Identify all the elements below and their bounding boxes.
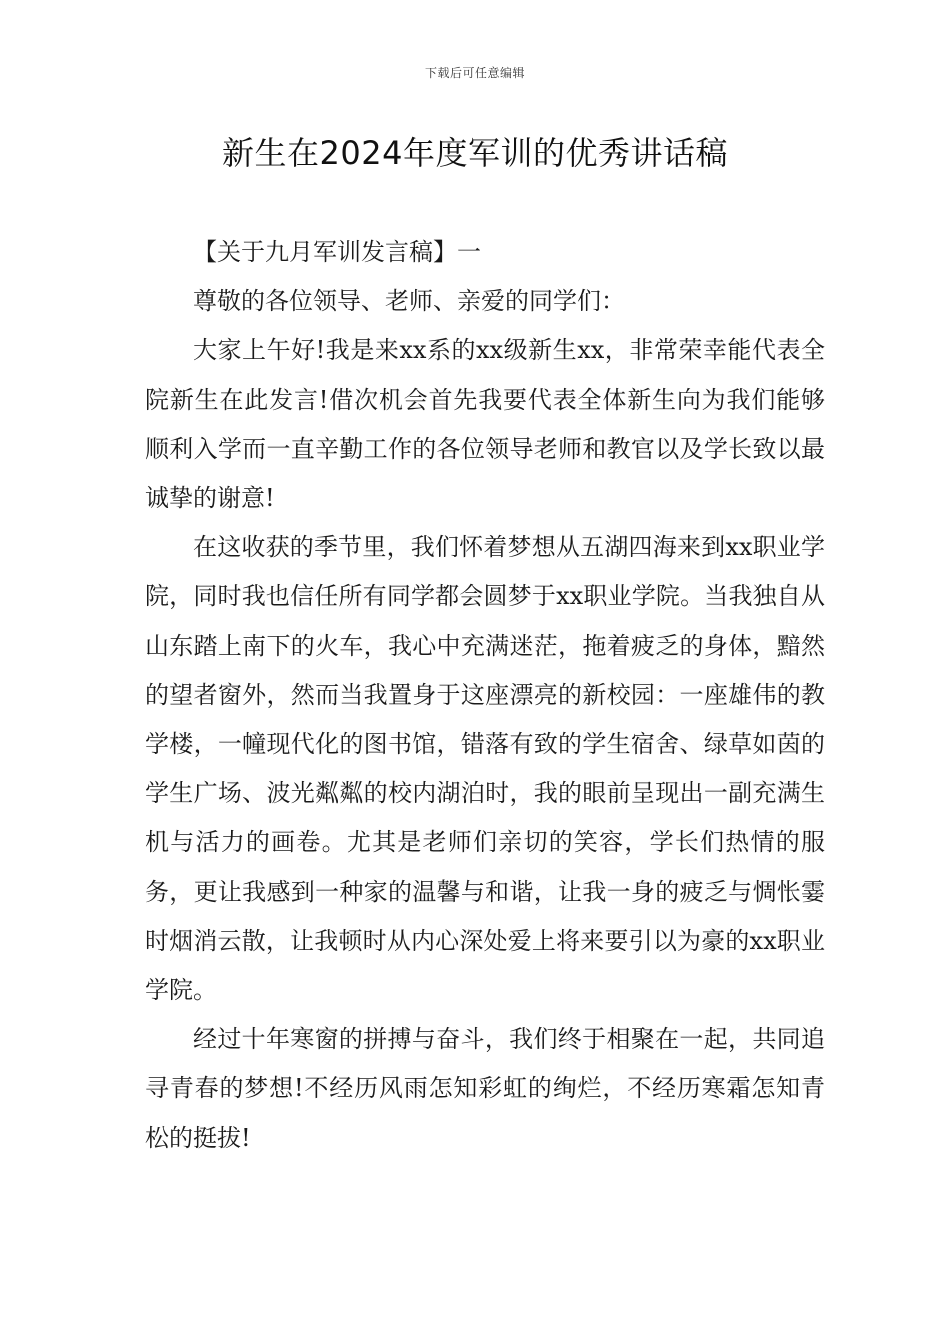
paragraph-dream: 经过十年寒窗的拼搏与奋斗，我们终于相聚在一起，共同追寻青春的梦想!不经历风雨怎知彩虹的绚烂，不经历寒霜怎知青松的挺拔!	[145, 1025, 825, 1152]
paragraph-greeting: 大家上午好!我是来xx系的xx级新生xx，非常荣幸能代表全院新生在此发言!借次机会首先我要代表全体新生向为我们能够顺利入学而一直辛勤工作的各位领导老师和教官以及学长致以最诚挚的谢意!	[145, 336, 825, 513]
paragraph-campus-impression: 在这收获的季节里，我们怀着梦想从五湖四海来到xx职业学院，同时我也信任所有同学都会圆梦于xx职业学院。当我独自从山东踏上南下的火车，我心中充满迷茫，拖着疲乏的身体，黯然的望者窗外，然而当我置身于这座漂亮的新校园：一座雄伟的教学楼，一幢现代化的图书馆，错落有致的学生宿舍、绿草如茵的学生广场、波光粼粼的校内湖泊时，我的眼前呈现出一副充满生机与活力的画卷。尤其是老师们亲切的笑容，学长们热情的服务，更让我感到一种家的温馨与和谐，让我一身的疲乏与惆怅霎时烟消云散，让我顿时从内心深处爱上将来要引以为豪的xx职业学院。	[145, 533, 825, 1005]
document-title: 新生在2024年度军训的优秀讲话稿	[222, 134, 728, 172]
paragraph-salutation: 尊敬的各位领导、老师、亲爱的同学们：	[193, 287, 625, 316]
document-body	[145, 228, 825, 1163]
header-note: 下载后可任意编辑	[424, 66, 525, 80]
paragraph-section-heading: 【关于九月军训发言稿】一	[193, 238, 481, 266]
